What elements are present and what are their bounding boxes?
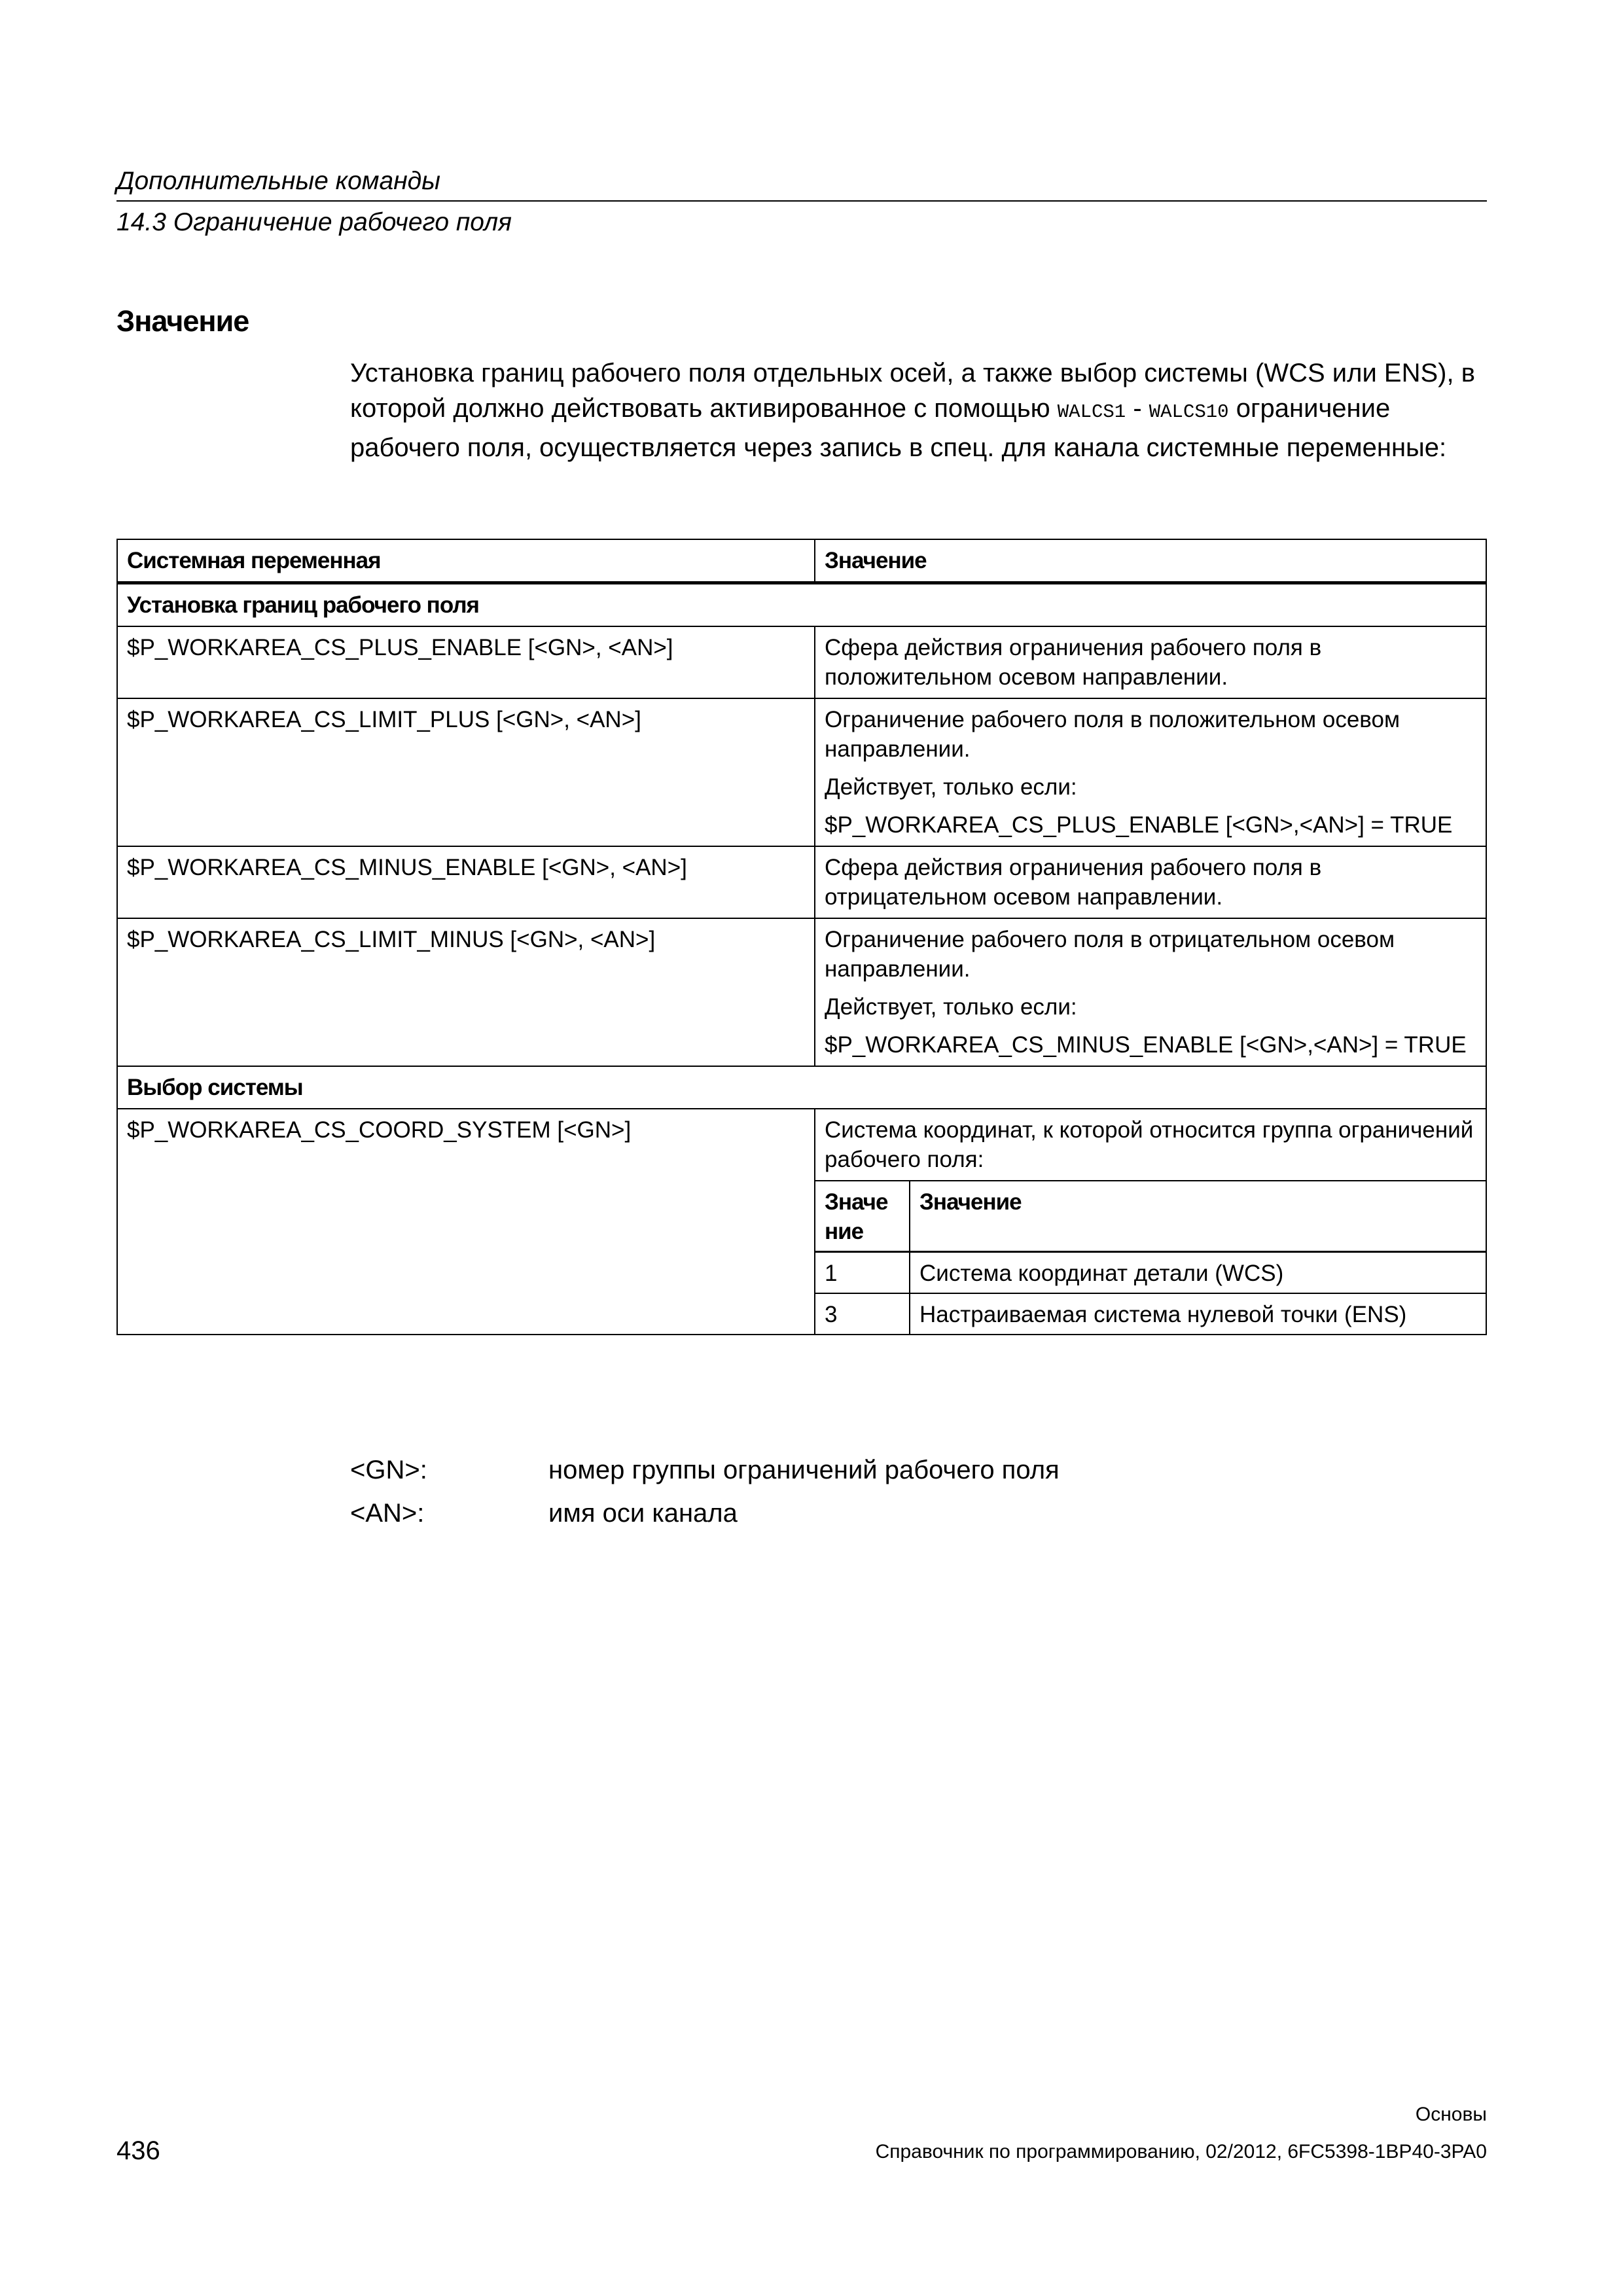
- table-header-row: [117, 539, 1486, 583]
- definition-term-gn: <GN>:: [350, 1456, 427, 1484]
- definition-text-an: имя оси канала: [548, 1499, 738, 1528]
- description-line: Ограничение рабочего поля в положительном осевом направлении.: [825, 707, 1400, 762]
- group-row: [117, 583, 1486, 627]
- description-line: Действует, только если:: [825, 774, 1077, 800]
- variable-description: [815, 846, 1486, 918]
- header-rule: [116, 200, 1487, 202]
- intro-code-walcs10: WALCS10: [1149, 401, 1229, 423]
- table-row: [117, 1109, 1486, 1335]
- definition-term-an: <AN>:: [350, 1499, 425, 1528]
- group-label-system: Выбор системы: [117, 1066, 1486, 1109]
- variable-description: [815, 626, 1486, 698]
- description-line: Ограничение рабочего поля в отрицательном осевом направлении.: [825, 927, 1395, 982]
- variable-description: [815, 1109, 1486, 1335]
- inner-value: 1: [815, 1252, 910, 1294]
- variable-name: $P_WORKAREA_CS_MINUS_ENABLE [<GN>, <AN>]: [117, 846, 815, 918]
- inner-header-meaning: Значение: [910, 1181, 1486, 1252]
- description-line: Действует, только если:: [825, 994, 1077, 1020]
- variable-description: [815, 698, 1486, 846]
- column-header-variable: Системная переменная: [117, 539, 815, 583]
- system-variables-table: [116, 539, 1487, 1335]
- section-heading: Значение: [116, 304, 249, 338]
- variable-description: [815, 918, 1486, 1066]
- intro-text-after: ограничение рабочего поля, осуществляется через запись в спец. для канала системные переменные:: [350, 394, 1447, 462]
- intro-paragraph: [350, 355, 1489, 465]
- group-row: [117, 1066, 1486, 1109]
- footer-reference: Справочник по программированию, 02/2012, 6FC5398-1BP40-3PA0: [875, 2141, 1487, 2162]
- variable-name: $P_WORKAREA_CS_LIMIT_PLUS [<GN>, <AN>]: [117, 698, 815, 846]
- inner-row: [815, 1252, 1486, 1294]
- description-line: $P_WORKAREA_CS_PLUS_ENABLE [<GN>,<AN>] = TRUE: [825, 812, 1453, 838]
- description-line: Сфера действия ограничения рабочего поля в положительном осевом направлении.: [825, 635, 1322, 690]
- group-label-limits: Установка границ рабочего поля: [117, 583, 1486, 627]
- running-header-section: 14.3 Ограничение рабочего поля: [116, 208, 512, 236]
- intro-dash: -: [1126, 394, 1149, 423]
- inner-header-row: [815, 1181, 1486, 1252]
- footer-title: Основы: [1415, 2104, 1487, 2125]
- intro-code-walcs1: WALCS1: [1057, 401, 1126, 423]
- variable-name: $P_WORKAREA_CS_PLUS_ENABLE [<GN>, <AN>]: [117, 626, 815, 698]
- column-header-meaning: Значение: [815, 539, 1486, 583]
- coordinate-values-table: [815, 1180, 1486, 1334]
- description-line: Сфера действия ограничения рабочего поля в отрицательном осевом направлении.: [825, 855, 1322, 910]
- description-line: Система координат, к которой относится группа ограничений рабочего поля:: [825, 1117, 1474, 1172]
- description-line: $P_WORKAREA_CS_MINUS_ENABLE [<GN>,<AN>] = TRUE: [825, 1032, 1467, 1058]
- inner-header-value: Значе ние: [815, 1181, 910, 1252]
- intro-text-before: Установка границ рабочего поля отдельных осей, а также выбор системы (WCS или ENS), в которой должно действовать активированное с помощью: [350, 359, 1475, 423]
- variable-name: $P_WORKAREA_CS_COORD_SYSTEM [<GN>]: [117, 1109, 815, 1335]
- table-row: [117, 698, 1486, 846]
- inner-row: [815, 1293, 1486, 1334]
- definition-text-gn: номер группы ограничений рабочего поля: [548, 1456, 1060, 1484]
- inner-meaning: Настраиваемая система нулевой точки (ENS): [910, 1293, 1486, 1334]
- variable-name: $P_WORKAREA_CS_LIMIT_MINUS [<GN>, <AN>]: [117, 918, 815, 1066]
- page-number: 436: [116, 2136, 160, 2165]
- table-row: [117, 918, 1486, 1066]
- inner-value: 3: [815, 1293, 910, 1334]
- table-row: [117, 846, 1486, 918]
- running-header-chapter: Дополнительные команды: [116, 167, 440, 195]
- inner-meaning: Система координат детали (WCS): [910, 1252, 1486, 1294]
- table-row: [117, 626, 1486, 698]
